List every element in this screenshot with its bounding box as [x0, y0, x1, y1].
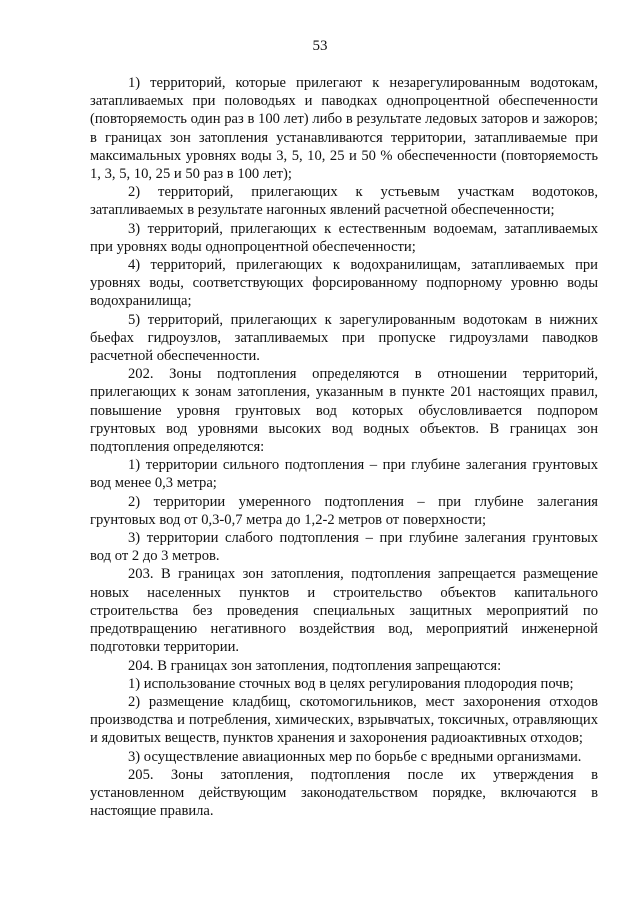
paragraph-201-item-4: 4) территорий, прилегающих к водохранилищам, затапливаемых при уровнях воды, соответствующих форсированному подпорному уровню воды водохранилища; [90, 257, 598, 310]
paragraph-204: 204. В границах зон затопления, подтопления запрещаются: [128, 657, 502, 674]
paragraph-201-item-3: 3) территорий, прилегающих к естественным водоемам, затапливаемых при уровнях воды однопроцентной обеспеченности; [90, 220, 598, 255]
page-number: 53 [312, 38, 328, 54]
paragraph-202: 202. Зоны подтопления определяются в отношении территорий, прилегающих к зонам затопления, указанным в пункте 201 настоящих правил, повышение уровня грунтовых вод которых обусловливается подпором грунтовых вод уровнями высоких вод водных объектов. В границах зон подтопления определяются: [90, 366, 598, 456]
paragraph-205: 205. Зоны затопления, подтопления после их утверждения в установленном действующим законодательством порядке, включаются в настоящие правила. [90, 766, 598, 820]
paragraph-204-item-3: 3) осуществление авиационных мер по борьбе с вредными организмами. [128, 748, 582, 765]
paragraph-202-item-1: 1) территории сильного подтопления – при глубине залегания грунтовых вод менее 0,3 метра; [90, 457, 598, 492]
paragraph-203: 203. В границах зон затопления, подтопления запрещается размещение новых населенных пунктов и строительство объектов капитального строительства без проведения специальных защитных мероприятий по предотвращению негативного воздействия вод, мероприятий инженерной подготовки территории. [90, 566, 598, 656]
document-body [90, 74, 598, 820]
paragraph-201-item-1: 1) территорий, которые прилегают к незарегулированным водотокам, затапливаемых при половодьях и паводках однопроцентной обеспеченности (повторяемость один раз в 100 лет) либо в результате ледовых заторов и зажоров; в границах зон затопления устанавливаются территории, затапливаемые при максимальных уровнях воды 3, 5, 10, 25 и 50 % обеспеченности (повторяемость 1, 3, 5, 10, 25 и 50 раз в 100 лет); [90, 75, 598, 183]
paragraph-204-item-1: 1) использование сточных вод в целях регулирования плодородия почв; [128, 675, 574, 692]
paragraph-201-item-2: 2) территорий, прилегающих к устьевым участкам водотоков, затапливаемых в результате нагонных явлений расчетной обеспеченности; [90, 184, 598, 219]
paragraph-202-item-3: 3) территории слабого подтопления – при глубине залегания грунтовых вод от 2 до 3 метров. [90, 530, 598, 565]
paragraph-202-item-2: 2) территории умеренного подтопления – при глубине залегания грунтовых вод от 0,3-0,7 метра до 1,2-2 метров от поверхности; [90, 493, 598, 528]
paragraph-204-item-2: 2) размещение кладбищ, скотомогильников, мест захоронения отходов производства и потребления, химических, взрывчатых, токсичных, отравляющих и ядовитых веществ, пунктов хранения и захоронения радиоактивных отходов; [90, 693, 598, 747]
paragraph-201-item-5: 5) территорий, прилегающих к зарегулированным водотокам в нижних бьефах гидроузлов, затапливаемых при пропуске гидроузлами паводков расчетной обеспеченности. [90, 311, 598, 365]
